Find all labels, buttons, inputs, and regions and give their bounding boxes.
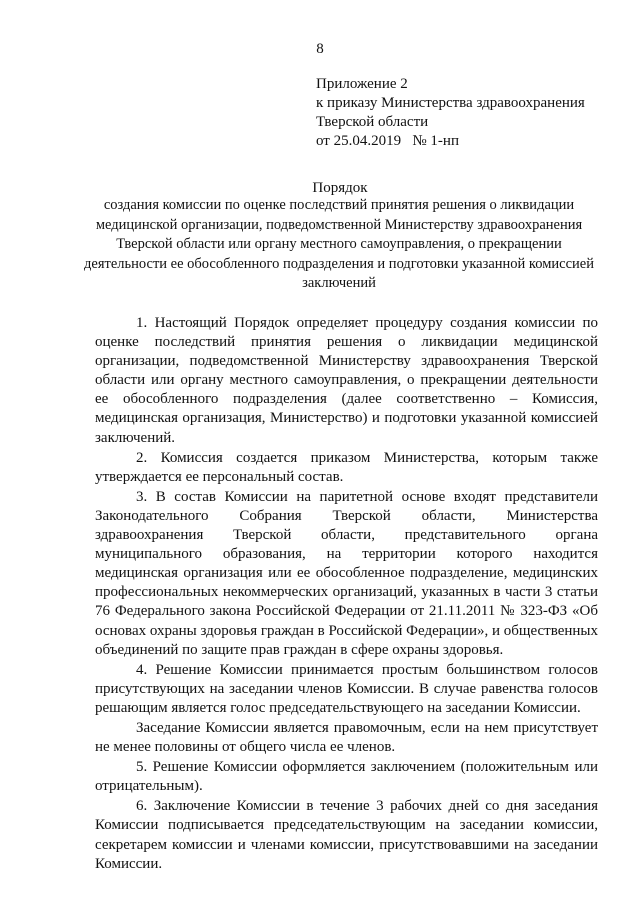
appendix-line-4: от 25.04.2019 № 1-нп xyxy=(316,133,459,149)
document-body xyxy=(95,314,598,875)
paragraph-3: 3. В состав Комиссии на паритетной основе входят представители Законодательного Собрания Тверской области, Министерства здравоохранения Тверской области, представительного органа муниципального образования, на территории которого находится медицинская организация или ее обособленное подразделение, медицинских профессиональных некоммерческих организаций, указанных в части 3 статьи 76 Федерального закона Российской Федерации от 21.11.2011 № 323-ФЗ «Об основах охраны здоровья граждан в Российской Федерации», и общественных объединений по защите прав граждан в сфере охраны здоровья. xyxy=(95,488,598,658)
document-subtitle: создания комиссии по оценке последствий принятия решения о ликвидации медицинской организации, подведомственной Министерству здравоохранения Тверской области или органу местного самоуправления, о прекращении деятельности ее обособленного подразделения и подготовки указанной комиссией заключений xyxy=(84,197,594,291)
page-number: 8 xyxy=(316,41,324,57)
paragraph-6: 6. Заключение Комиссии в течение 3 рабочих дней со дня заседания Комиссии подписывается председательствующим на заседании комиссии, секретарем комиссии и членами комиссии, присутствовавшими на заседании Комиссии. xyxy=(95,798,598,872)
paragraph-1: 1. Настоящий Порядок определяет процедуру создания комиссии по оценке последствий принятия решения о ликвидации медицинской организации, подведомственной Министерству здравоохранения Тверской области или органу местного самоуправления, о прекращении деятельности ее обособленного подразделения (далее соответственно – Комиссия, медицинская организация, Министерство) и подготовки указанной комиссией заключений. xyxy=(95,315,598,446)
paragraph-4-quorum: Заседание Комиссии является правомочным, если на нем присутствует не менее половины от общего числа ее членов. xyxy=(95,719,598,756)
appendix-line-3: Тверской области xyxy=(316,114,429,130)
document-title: Порядок xyxy=(312,180,368,196)
paragraph-2: 2. Комиссия создается приказом Министерства, которым также утверждается ее персональный состав. xyxy=(95,449,598,485)
appendix-block xyxy=(316,75,585,151)
paragraph-4: 4. Решение Комиссии принимается простым большинством голосов присутствующих на заседании членов Комиссии. В случае равенства голосов решающим является голос председательствующего на заседании Комиссии. xyxy=(95,661,598,716)
paragraph-5: 5. Решение Комиссии оформляется заключением (положительным или отрицательным). xyxy=(95,759,598,795)
appendix-line-2: к приказу Министерства здравоохранения xyxy=(316,95,585,111)
appendix-line-1: Приложение 2 xyxy=(316,76,408,92)
